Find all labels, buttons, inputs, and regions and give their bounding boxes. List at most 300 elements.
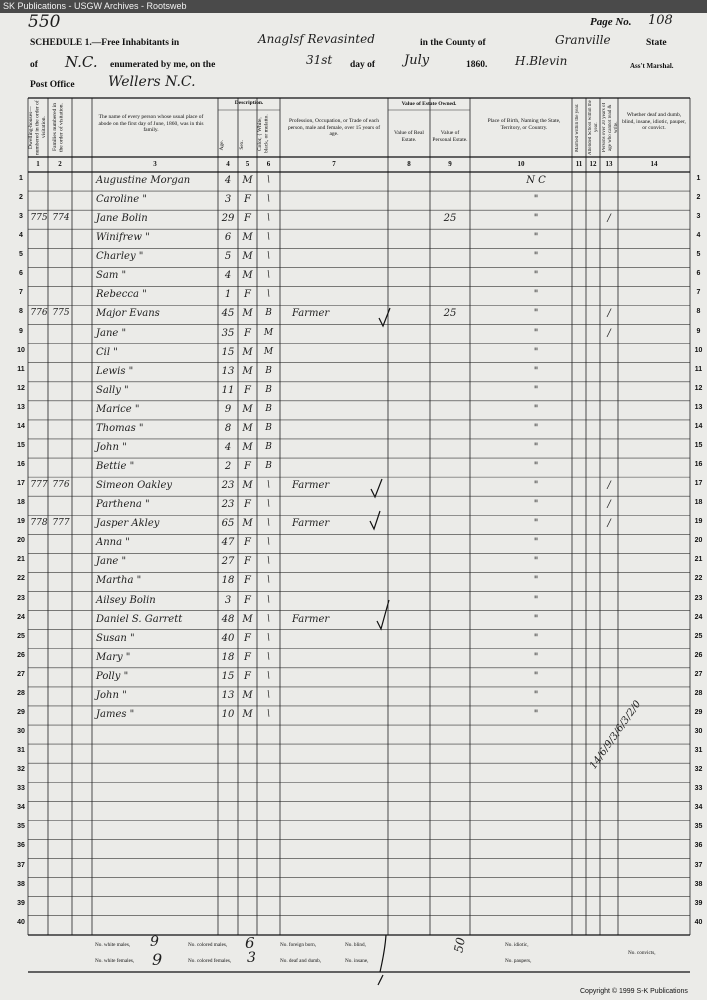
person-color: \ [266,194,271,205]
footer-colored-males-label: No. colored males, [188,942,228,948]
person-name: Rebecca " [96,289,147,301]
col-header-family: Families numbered in the order of visitation. [52,103,65,152]
illiterate-mark: / [607,499,611,511]
person-sex: F [244,632,251,644]
dwelling-number: 778 [30,518,48,529]
line-number-left: 37 [17,861,25,869]
line-number-right: 14 [694,422,703,430]
family-number: 776 [52,480,70,491]
family-number: 777 [52,518,70,529]
line-number-right: 10 [694,346,703,354]
person-color: \ [266,213,271,224]
person-color: B [265,384,272,395]
person-name: Augustine Morgan [96,175,191,186]
illiterate-mark: / [607,518,611,530]
person-age: 35 [221,327,235,339]
person-age: 3 [224,594,232,606]
person-name: Daniel S. Garrett [96,613,183,625]
person-sex: M [242,270,253,282]
column-number: 4 [226,160,230,168]
illiterate-mark: / [607,213,611,225]
col-header-name: The name of every person whose usual place of abode on the first day of June, 1860, was in this family. [98,114,204,133]
line-number-right: 3 [696,213,701,221]
line-number-right: 15 [694,441,703,449]
birthplace: " [533,441,539,453]
person-color: B [265,308,272,319]
person-name: Marice " [96,403,140,415]
col-header-real-estate: Value of Real Estate. [394,130,424,143]
birthplace: N C [526,175,546,186]
birthplace: " [533,575,539,587]
post-office-label: Post Office [30,80,75,90]
footer-paupers-label: No. paupers, [505,958,532,964]
person-color: \ [266,575,271,586]
person-age: 11 [221,384,235,396]
person-name: Cil " [96,346,118,358]
illiterate-mark: / [607,308,611,320]
person-sex: F [244,384,251,396]
person-sex: M [242,365,253,377]
line-number-left: 5 [19,251,23,259]
line-number-right: 17 [694,480,703,488]
person-name: John " [96,689,127,701]
person-name: Parthena " [96,499,150,511]
person-age: 29 [221,213,235,225]
line-number-left: 2 [19,194,23,202]
col-header-estate: Value of Estate Owned. [401,101,457,107]
line-number-left: 23 [17,594,25,602]
line-number-right: 40 [694,918,703,926]
person-color: \ [266,556,271,567]
person-color: \ [266,232,271,243]
line-number-right: 29 [694,708,703,716]
line-number-right: 7 [696,289,701,297]
county-hand: Granville [555,33,611,47]
line-number-left: 4 [19,232,23,240]
person-name: Sally " [96,384,129,396]
line-number-left: 35 [17,823,25,831]
footer-white-males-value: 9 [150,934,159,950]
person-age: 1 [224,289,232,301]
birthplace: " [533,346,539,358]
person-sex: M [242,232,253,244]
line-number-right: 28 [694,689,703,697]
person-color: B [265,441,272,452]
column-number: 11 [575,160,583,168]
person-sex: M [242,441,253,453]
birthplace: " [533,689,539,701]
birthplace: " [533,537,539,549]
col-header-illiterate: Persons over 20 years of age who cannot read & write. [602,102,619,153]
line-number-left: 32 [17,766,25,774]
footer-convicts-label: No. convicts, [628,950,656,956]
person-sex: F [244,194,251,206]
birthplace: " [533,270,539,282]
line-number-right: 33 [694,785,703,793]
col-header-birthplace: Place of Birth, Naming the State, Territory, or Country. [487,118,561,131]
column-number: 9 [448,160,452,168]
footer-white-males-label: No. white males, [95,942,131,948]
footer-deaf-dumb-label: No. deaf and dumb, [280,958,322,964]
column-number: 7 [332,160,336,168]
line-number-right: 8 [696,308,701,316]
person-color: \ [266,594,271,605]
birthplace: " [533,213,539,225]
line-number-left: 33 [17,785,25,793]
person-occupation: Farmer [292,518,330,530]
col-header-description: Description. [234,100,264,106]
line-number-right: 38 [694,880,703,888]
person-age: 18 [221,575,235,587]
birthplace: " [533,422,539,434]
line-number-left: 18 [17,499,25,507]
copyright: Copyright © 1999 S-K Publications [580,988,688,995]
column-number: 6 [266,160,271,168]
line-number-left: 19 [17,518,25,526]
person-age: 18 [221,651,235,663]
person-color: \ [266,499,271,510]
line-number-right: 32 [694,766,703,774]
line-number-left: 11 [17,365,25,373]
person-name: Mary " [96,651,131,663]
col-header-condition: Whether deaf and dumb, blind, insane, idiotic, pauper, or convict. [622,112,686,131]
person-color: B [265,365,272,376]
person-color: \ [266,251,271,262]
person-color: M [263,346,274,357]
person-age: 15 [221,670,235,682]
person-age: 4 [224,175,232,186]
line-number-left: 13 [17,403,25,411]
person-sex: F [244,651,251,663]
birthplace: " [533,232,539,244]
person-color: \ [266,670,271,681]
person-sex: F [244,289,251,301]
col-header-color: Color, { White, black, or mulatto. [257,114,270,154]
line-number-right: 9 [696,327,701,335]
column-number: 2 [58,160,62,168]
col-header-married: Married within the year. [575,103,580,152]
line-number-right: 20 [694,537,703,545]
dwelling-number: 777 [30,480,48,491]
line-number-right: 13 [694,403,703,411]
person-sex: M [242,708,253,720]
person-age: 48 [221,613,235,625]
person-sex: F [244,461,251,473]
personal-estate-value: 25 [443,308,457,320]
marshal-label: Ass't Marshal. [630,62,674,70]
post-office-hand: Wellers N.C. [108,74,196,90]
line-number-left: 24 [17,613,25,621]
illiterate-mark: / [607,480,611,492]
line-number-left: 30 [17,728,25,736]
line-number-right: 27 [694,670,703,678]
birthplace: " [533,708,539,720]
birthplace: " [533,670,539,682]
person-name: Sam " [96,270,127,282]
person-age: 45 [221,308,235,320]
col-header-dwelling: Dwelling-houses—numbered in the order of visitation. [28,100,47,155]
col-header-school: Attended School within the year. [588,100,599,155]
person-name: Polly " [96,670,129,682]
person-name: Caroline " [96,194,147,206]
birthplace: " [533,632,539,644]
footer-insane-label: No. insane, [345,958,369,964]
birthplace: " [533,251,539,263]
line-number-right: 1 [696,175,701,182]
schedule-text: —Free Inhabitants in [91,38,180,48]
person-age: 27 [221,556,235,568]
line-number-right: 5 [696,251,701,259]
col-header-personal-estate: Value of Personal Estate. [432,130,468,143]
column-number: 13 [605,160,613,168]
line-number-right: 25 [694,632,703,640]
person-sex: M [242,251,253,263]
line-number-right: 19 [694,518,703,526]
person-sex: F [244,537,251,549]
person-sex: F [244,327,251,339]
person-name: Bettie " [96,461,135,473]
line-number-right: 39 [694,899,703,907]
person-sex: F [244,575,251,587]
birthplace: " [533,308,539,320]
footer-white-females-value: 9 [152,950,163,969]
col-header-sex: Sex. [239,140,245,150]
person-occupation: Farmer [292,308,330,320]
day-label: day of [350,60,376,70]
line-number-right: 18 [694,499,703,507]
column-number: 8 [407,160,411,168]
person-color: \ [266,689,271,700]
schedule-prefix: SCHEDULE 1. [30,38,92,48]
person-name: Jasper Akley [96,518,160,530]
margin-tally: 14/6/9/3/6/3/2/0 [588,698,644,772]
line-number-left: 25 [17,632,25,640]
footer-foreign-born-label: No. foreign born, [280,942,317,948]
person-sex: F [244,556,251,568]
person-sex: M [242,613,253,625]
line-number-right: 4 [696,232,701,240]
line-number-right: 35 [694,823,703,831]
birthplace: " [533,651,539,663]
person-color: \ [266,613,271,624]
enumerated-label: enumerated by me, on the [110,60,216,70]
person-name: Lewis " [96,365,134,377]
line-number-left: 16 [17,461,25,469]
day-hand: 31st [306,53,333,67]
stamp-number: 550 [28,12,61,32]
birthplace: " [533,289,539,301]
archive-banner: SK Publications - USGW Archives - Rootsweb [0,0,707,13]
person-name: Simeon Oakley [96,480,173,492]
person-color: \ [266,518,271,529]
person-name: Martha " [96,575,142,587]
person-age: 4 [224,270,232,282]
birthplace: " [533,594,539,606]
personal-estate-value: 25 [443,213,457,225]
line-number-right: 16 [694,461,703,469]
person-age: 47 [221,537,235,549]
person-sex: F [244,499,251,511]
line-number-right: 30 [694,728,703,736]
line-number-right: 6 [696,270,701,278]
line-number-left: 10 [17,346,25,354]
division-hand: Anaglsf Revasinted [258,32,375,46]
line-number-left: 26 [17,651,25,659]
birthplace: " [533,556,539,568]
person-age: 23 [221,499,235,511]
person-age: 5 [224,251,232,263]
line-number-right: 31 [694,747,703,755]
col-header-occupation: Profession, Occupation, or Trade of each person, male and female, over 15 years of age. [287,118,381,137]
person-age: 6 [224,232,232,244]
person-age: 8 [224,422,232,434]
birthplace: " [533,499,539,511]
birthplace: " [533,461,539,473]
line-number-left: 34 [17,804,25,812]
person-sex: M [242,175,253,186]
line-number-right: 22 [694,575,703,583]
line-number-right: 2 [696,194,701,202]
line-number-left: 3 [19,213,23,221]
person-sex: M [242,480,253,492]
person-age: 9 [224,403,232,415]
column-number: 1 [36,160,40,168]
line-number-left: 40 [17,918,25,926]
birthplace: " [533,384,539,396]
line-number-left: 17 [17,480,25,488]
footer-white-females-label: No. white females, [95,958,135,964]
person-age: 65 [221,518,235,530]
of-label: of [30,60,38,70]
person-age: 13 [221,689,235,701]
line-number-left: 8 [19,308,23,316]
line-number-left: 21 [17,556,25,564]
column-number: 12 [589,160,597,168]
birthplace: " [533,403,539,415]
line-number-right: 24 [694,613,703,621]
person-color: B [265,422,272,433]
person-sex: M [242,403,253,415]
line-number-left: 22 [17,575,25,583]
person-color: \ [266,632,271,643]
person-sex: F [244,670,251,682]
birthplace: " [533,613,539,625]
person-color: B [265,461,272,472]
person-sex: M [242,689,253,701]
state-hand: N.C. [65,53,98,71]
line-number-right: 23 [694,594,703,602]
footer-colored-females-value: 3 [247,950,256,966]
line-number-left: 29 [17,708,25,716]
person-color: \ [266,651,271,662]
line-number-left: 38 [17,880,25,888]
line-number-left: 7 [19,289,23,297]
person-name: Jane Bolin [96,213,148,225]
person-name: Jane " [96,327,127,339]
line-number-left: 12 [17,384,25,392]
person-color: \ [266,537,271,548]
line-number-left: 36 [17,842,25,850]
person-age: 2 [224,461,232,473]
county-label: in the County of [420,38,486,48]
person-color: \ [266,289,271,300]
line-number-left: 39 [17,899,25,907]
line-number-left: 9 [19,327,23,335]
state-label: State [646,38,667,48]
illiterate-mark: / [607,327,611,339]
line-number-right: 36 [694,842,703,850]
person-age: 40 [221,632,235,644]
person-color: B [265,403,272,414]
person-age: 23 [221,480,235,492]
person-name: Winifrew " [96,232,150,244]
footer-colored-males-value: 6 [245,934,255,952]
person-occupation: Farmer [292,613,330,625]
column-number: 14 [650,160,658,168]
line-number-right: 34 [694,804,703,812]
person-color: \ [266,270,271,281]
person-sex: M [242,518,253,530]
birthplace: " [533,518,539,530]
line-number-right: 21 [694,556,703,564]
person-sex: M [242,422,253,434]
family-number: 774 [52,213,70,224]
person-name: Thomas " [96,422,144,434]
person-name: Susan " [96,632,135,644]
line-number-left: 31 [17,747,25,755]
person-color: M [263,327,274,338]
person-name: Jane " [96,556,127,568]
col-header-age: Age. [219,140,225,151]
person-sex: F [244,594,251,606]
column-number: 3 [153,160,157,168]
column-number: 5 [245,160,250,168]
footer-colored-females-label: No. colored females, [188,958,232,964]
page-number-label: Page No. [590,16,632,28]
line-number-right: 37 [694,861,703,869]
family-number: 775 [52,308,70,319]
person-color: \ [266,175,271,185]
marshal-hand: H.Blevin [515,54,568,68]
person-name: Charley " [96,251,144,263]
dwelling-number: 776 [30,308,48,319]
person-name: Major Evans [96,308,160,320]
year-label: 1860. [466,60,488,70]
person-name: Anna " [96,537,130,549]
dwelling-number: 775 [30,213,48,224]
line-number-left: 20 [17,537,25,545]
line-number-left: 14 [17,422,25,430]
footer-idiotic-label: No. idiotic, [505,942,529,948]
line-number-right: 26 [694,651,703,659]
birthplace: " [533,365,539,377]
footer-blind-label: No. blind, [345,942,366,948]
person-color: \ [266,708,271,719]
person-sex: M [242,308,253,320]
person-sex: F [244,213,251,225]
person-name: Ailsey Bolin [96,594,156,606]
line-number-left: 15 [17,441,25,449]
page-number-value: 108 [648,13,673,28]
person-age: 3 [224,194,232,206]
birthplace: " [533,480,539,492]
person-age: 13 [221,365,235,377]
line-number-left: 1 [19,175,23,182]
person-occupation: Farmer [292,480,330,492]
person-age: 10 [221,708,235,720]
line-number-left: 27 [17,670,25,678]
person-age: 15 [221,346,235,358]
